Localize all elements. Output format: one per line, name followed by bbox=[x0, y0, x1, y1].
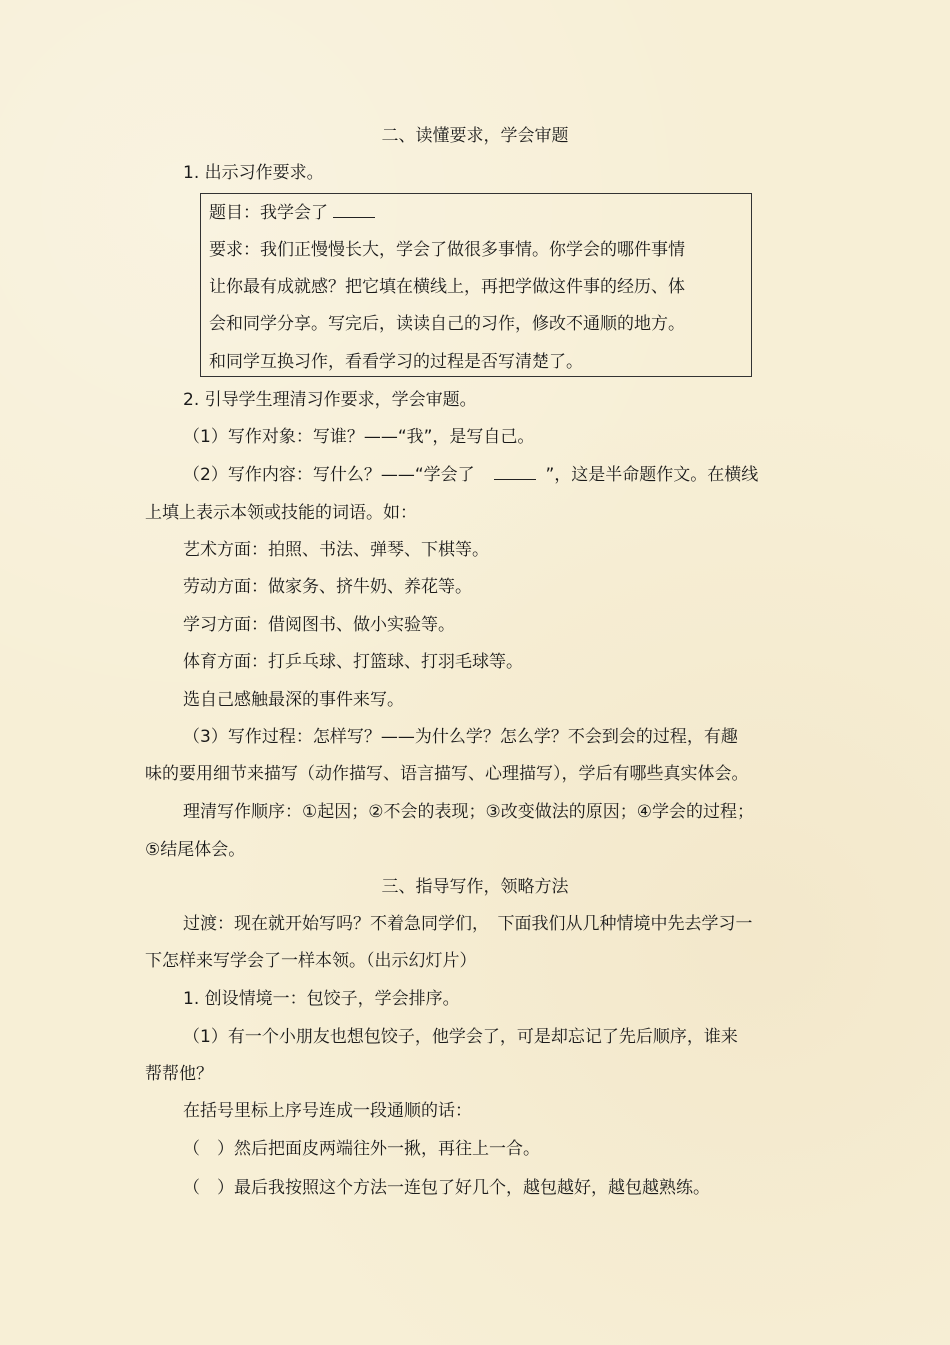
point1: （1）写作对象：写谁？——“我”，是写自己。 bbox=[183, 427, 535, 447]
choose-note: 选自己感触最深的事件来写。 bbox=[183, 690, 404, 710]
section2-item2: 2. 引导学生理清习作要求，学会审题。 bbox=[183, 390, 477, 410]
box-req-line2: 让你最有成就感？把它填在横线上，再把学做这件事的经历、体 bbox=[209, 277, 685, 297]
example-art: 艺术方面：拍照、书法、弹琴、下棋等。 bbox=[183, 540, 489, 560]
box-title bbox=[209, 202, 375, 224]
point2-part-a: （2）写作内容：写什么？——“学会了 bbox=[183, 465, 475, 485]
point3-line1: （3）写作过程：怎样写？——为什么学？怎么学？不会到会的过程，有趣 bbox=[183, 727, 738, 747]
section2-heading: 二、读懂要求，学会审题 bbox=[381, 126, 569, 146]
section3-heading: 三、指导写作，领略方法 bbox=[381, 877, 569, 897]
order-line2: ⑤结尾体会。 bbox=[145, 840, 246, 860]
section2-item1: 1. 出示习作要求。 bbox=[183, 163, 324, 183]
point2-part-b: ”，这是半命题作文。在横线 bbox=[545, 465, 759, 485]
box-req-line4: 和同学互换习作，看看学习的过程是否写清楚了。 bbox=[209, 352, 583, 372]
transition-line1: 过渡：现在就开始写吗？不着急同学们， 下面我们从几种情境中先去学习一 bbox=[183, 914, 753, 934]
example-labor: 劳动方面：做家务、挤牛奶、养花等。 bbox=[183, 577, 472, 597]
instruction: 在括号里标上序号连成一段通顺的话： bbox=[183, 1101, 472, 1121]
box-title-text: 题目：我学会了 bbox=[209, 203, 328, 223]
point2-blank-line bbox=[494, 465, 536, 480]
point2-line2: 上填上表示本领或技能的词语。如： bbox=[145, 503, 417, 523]
order-line1: 理清写作顺序：①起因；②不会的表现；③改变做法的原因；④学会的过程； bbox=[183, 802, 754, 822]
order-option1: （ ）然后把面皮两端往外一揪，再往上一合。 bbox=[183, 1139, 540, 1159]
point3-line2: 味的要用细节来描写（动作描写、语言描写、心理描写），学后有哪些真实体会。 bbox=[145, 764, 749, 784]
example-sport: 体育方面：打乒乓球、打篮球、打羽毛球等。 bbox=[183, 652, 523, 672]
point2-line1 bbox=[183, 464, 758, 486]
question1-line1: （1）有一个小朋友也想包饺子，他学会了，可是却忘记了先后顺序，谁来 bbox=[183, 1027, 738, 1047]
box-req-line1: 要求：我们正慢慢长大，学会了做很多事情。你学会的哪件事情 bbox=[209, 240, 685, 260]
example-study: 学习方面：借阅图书、做小实验等。 bbox=[183, 615, 455, 635]
title-blank-line bbox=[333, 203, 375, 218]
box-req-line3: 会和同学分享。写完后，读读自己的习作，修改不通顺的地方。 bbox=[209, 314, 685, 334]
transition-line2: 下怎样来写学会了一样本领。（出示幻灯片） bbox=[145, 951, 477, 971]
order-option2: （ ）最后我按照这个方法一连包了好几个，越包越好，越包越熟练。 bbox=[183, 1178, 710, 1198]
question1-line2: 帮帮他？ bbox=[145, 1064, 213, 1084]
section3-item1: 1. 创设情境一：包饺子，学会排序。 bbox=[183, 989, 460, 1009]
